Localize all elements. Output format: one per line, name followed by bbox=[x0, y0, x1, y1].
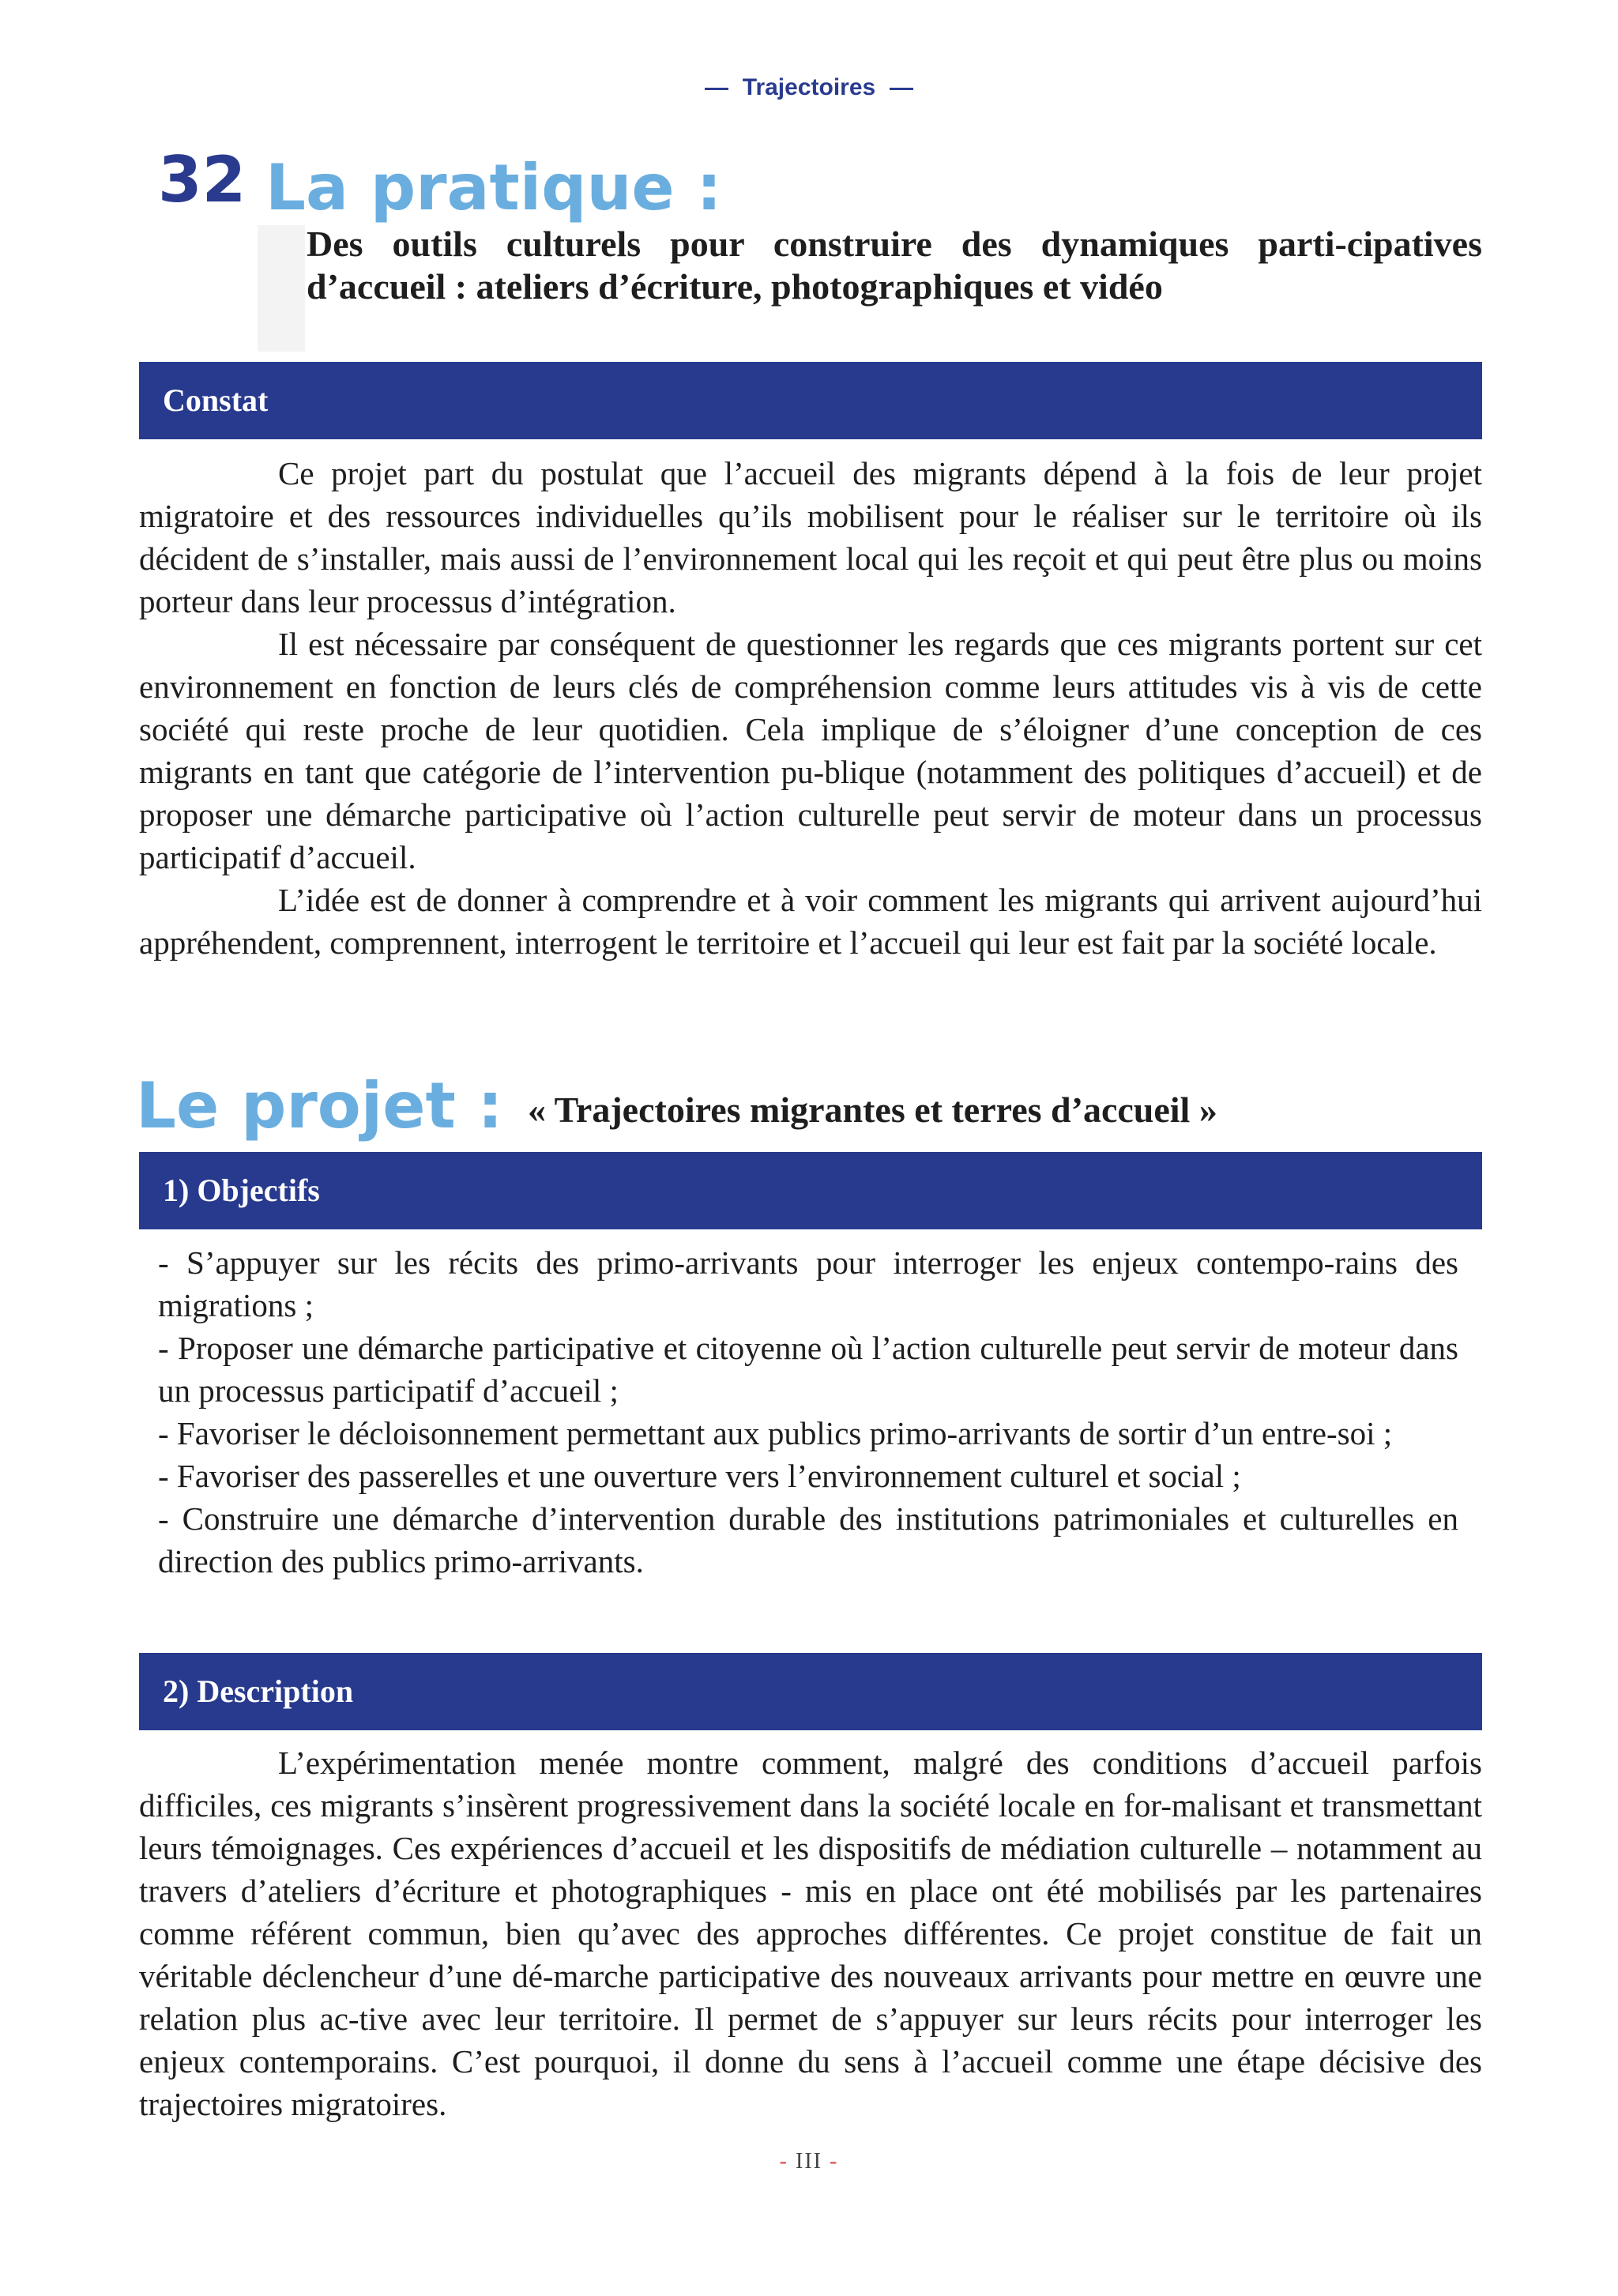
project-title: Le projet : bbox=[136, 1069, 503, 1142]
header-dash-left bbox=[705, 88, 728, 90]
constat-paragraph: Ce projet part du postulat que l’accueil des migrants dépend à la fois de leur projet migratoire et des ressources individuelles qu’ils mobilisent pour le réaliser sur le territoire où ils décident de s’installer, mais aussi de l’environnement local qui les reçoit et qui peut être plus ou moins porteur dans leur processus d’intégration. bbox=[139, 455, 1482, 619]
list-item: - Proposer une démarche participative et citoyenne où l’action culturelle peut servir de moteur dans un processus participatif d’accueil ; bbox=[158, 1330, 1458, 1409]
list-item: - Favoriser le décloisonnement permettant aux publics primo-arrivants de sortir d’un entre-soi ; bbox=[158, 1415, 1393, 1451]
chapter-subtitle: Des outils culturels pour construire des dynamiques parti-cipatives d’accueil : ateliers d’écriture, photographiques et vidéo bbox=[307, 224, 1482, 307]
project-subtitle: « Trajectoires migrantes et terres d’accueil » bbox=[528, 1090, 1217, 1130]
folio-dash-left: - bbox=[779, 2149, 788, 2174]
objectives-list bbox=[158, 1241, 1458, 1583]
list-item: - Favoriser des passerelles et une ouverture vers l’environnement culturel et social ; bbox=[158, 1458, 1241, 1494]
section-band-objectifs bbox=[139, 1152, 1482, 1229]
description-paragraph: L’expérimentation menée montre comment, malgré des conditions d’accueil parfois difficiles, ces migrants s’insèrent progressivement dans la société locale en for-malisant et transmettant leurs témoignages. Ces expériences d’accueil et les dispositifs de médiation culturelle – notamment au travers d’ateliers d’écriture et photographiques - mis en place ont été mobilisés par les partenaires comme référent commun, bien qu’avec des approches différentes. Ce projet constitue de fait un véritable déclencheur d’une dé-marche participative des nouveaux arrivants pour mettre en œuvre une relation plus ac-tive avec leur territoire. Il permet de s’appuyer sur leurs récits pour interroger les enjeux contemporains. C’est pourquoi, il donne du sens à l’accueil comme une étape décisive des trajectoires migratoires. bbox=[139, 1745, 1482, 2122]
subtitle-shade bbox=[258, 225, 305, 352]
chapter-title: La pratique : bbox=[265, 151, 722, 224]
constat-paragraph: Il est nécessaire par conséquent de questionner les regards que ces migrants portent sur cet environnement en fonction de leurs clés de compréhension comme leurs attitudes vis à vis de cette société qui reste proche de leur quotidien. Cela implique de s’éloigner d’une conception de ces migrants en tant que catégorie de l’intervention pu-blique (notamment des politiques d’accueil) et de proposer une démarche participative où l’action culturelle peut servir de moteur dans un processus participatif d’accueil. bbox=[139, 626, 1482, 875]
section-label-description: 2) Description bbox=[163, 1673, 354, 1709]
description-text bbox=[139, 1741, 1482, 2125]
section-label-objectifs: 1) Objectifs bbox=[163, 1172, 320, 1208]
section-band-constat bbox=[139, 362, 1482, 439]
page-number bbox=[0, 2149, 1618, 2174]
running-header bbox=[0, 74, 1618, 101]
section-band-description bbox=[139, 1653, 1482, 1730]
header-dash-right bbox=[890, 88, 913, 90]
running-title: Trajectoires bbox=[742, 74, 876, 100]
section-label-constat: Constat bbox=[163, 382, 269, 418]
page-number-label: III bbox=[796, 2149, 822, 2174]
constat-paragraph: L’idée est de donner à comprendre et à voir comment les migrants qui arrivent aujourd’hui appréhendent, comprennent, interrogent le territoire et l’accueil qui leur est fait par la société locale. bbox=[139, 882, 1482, 961]
folio-dash-right: - bbox=[829, 2149, 839, 2174]
list-item: - Construire une démarche d’intervention durable des institutions patrimoniales et culturelles en direction des publics primo-arrivants. bbox=[158, 1500, 1458, 1579]
chapter-number: 32 bbox=[158, 143, 246, 216]
constat-text bbox=[139, 452, 1482, 964]
list-item: - S’appuyer sur les récits des primo-arrivants pour interroger les enjeux contempo-rains des migrations ; bbox=[158, 1244, 1458, 1323]
